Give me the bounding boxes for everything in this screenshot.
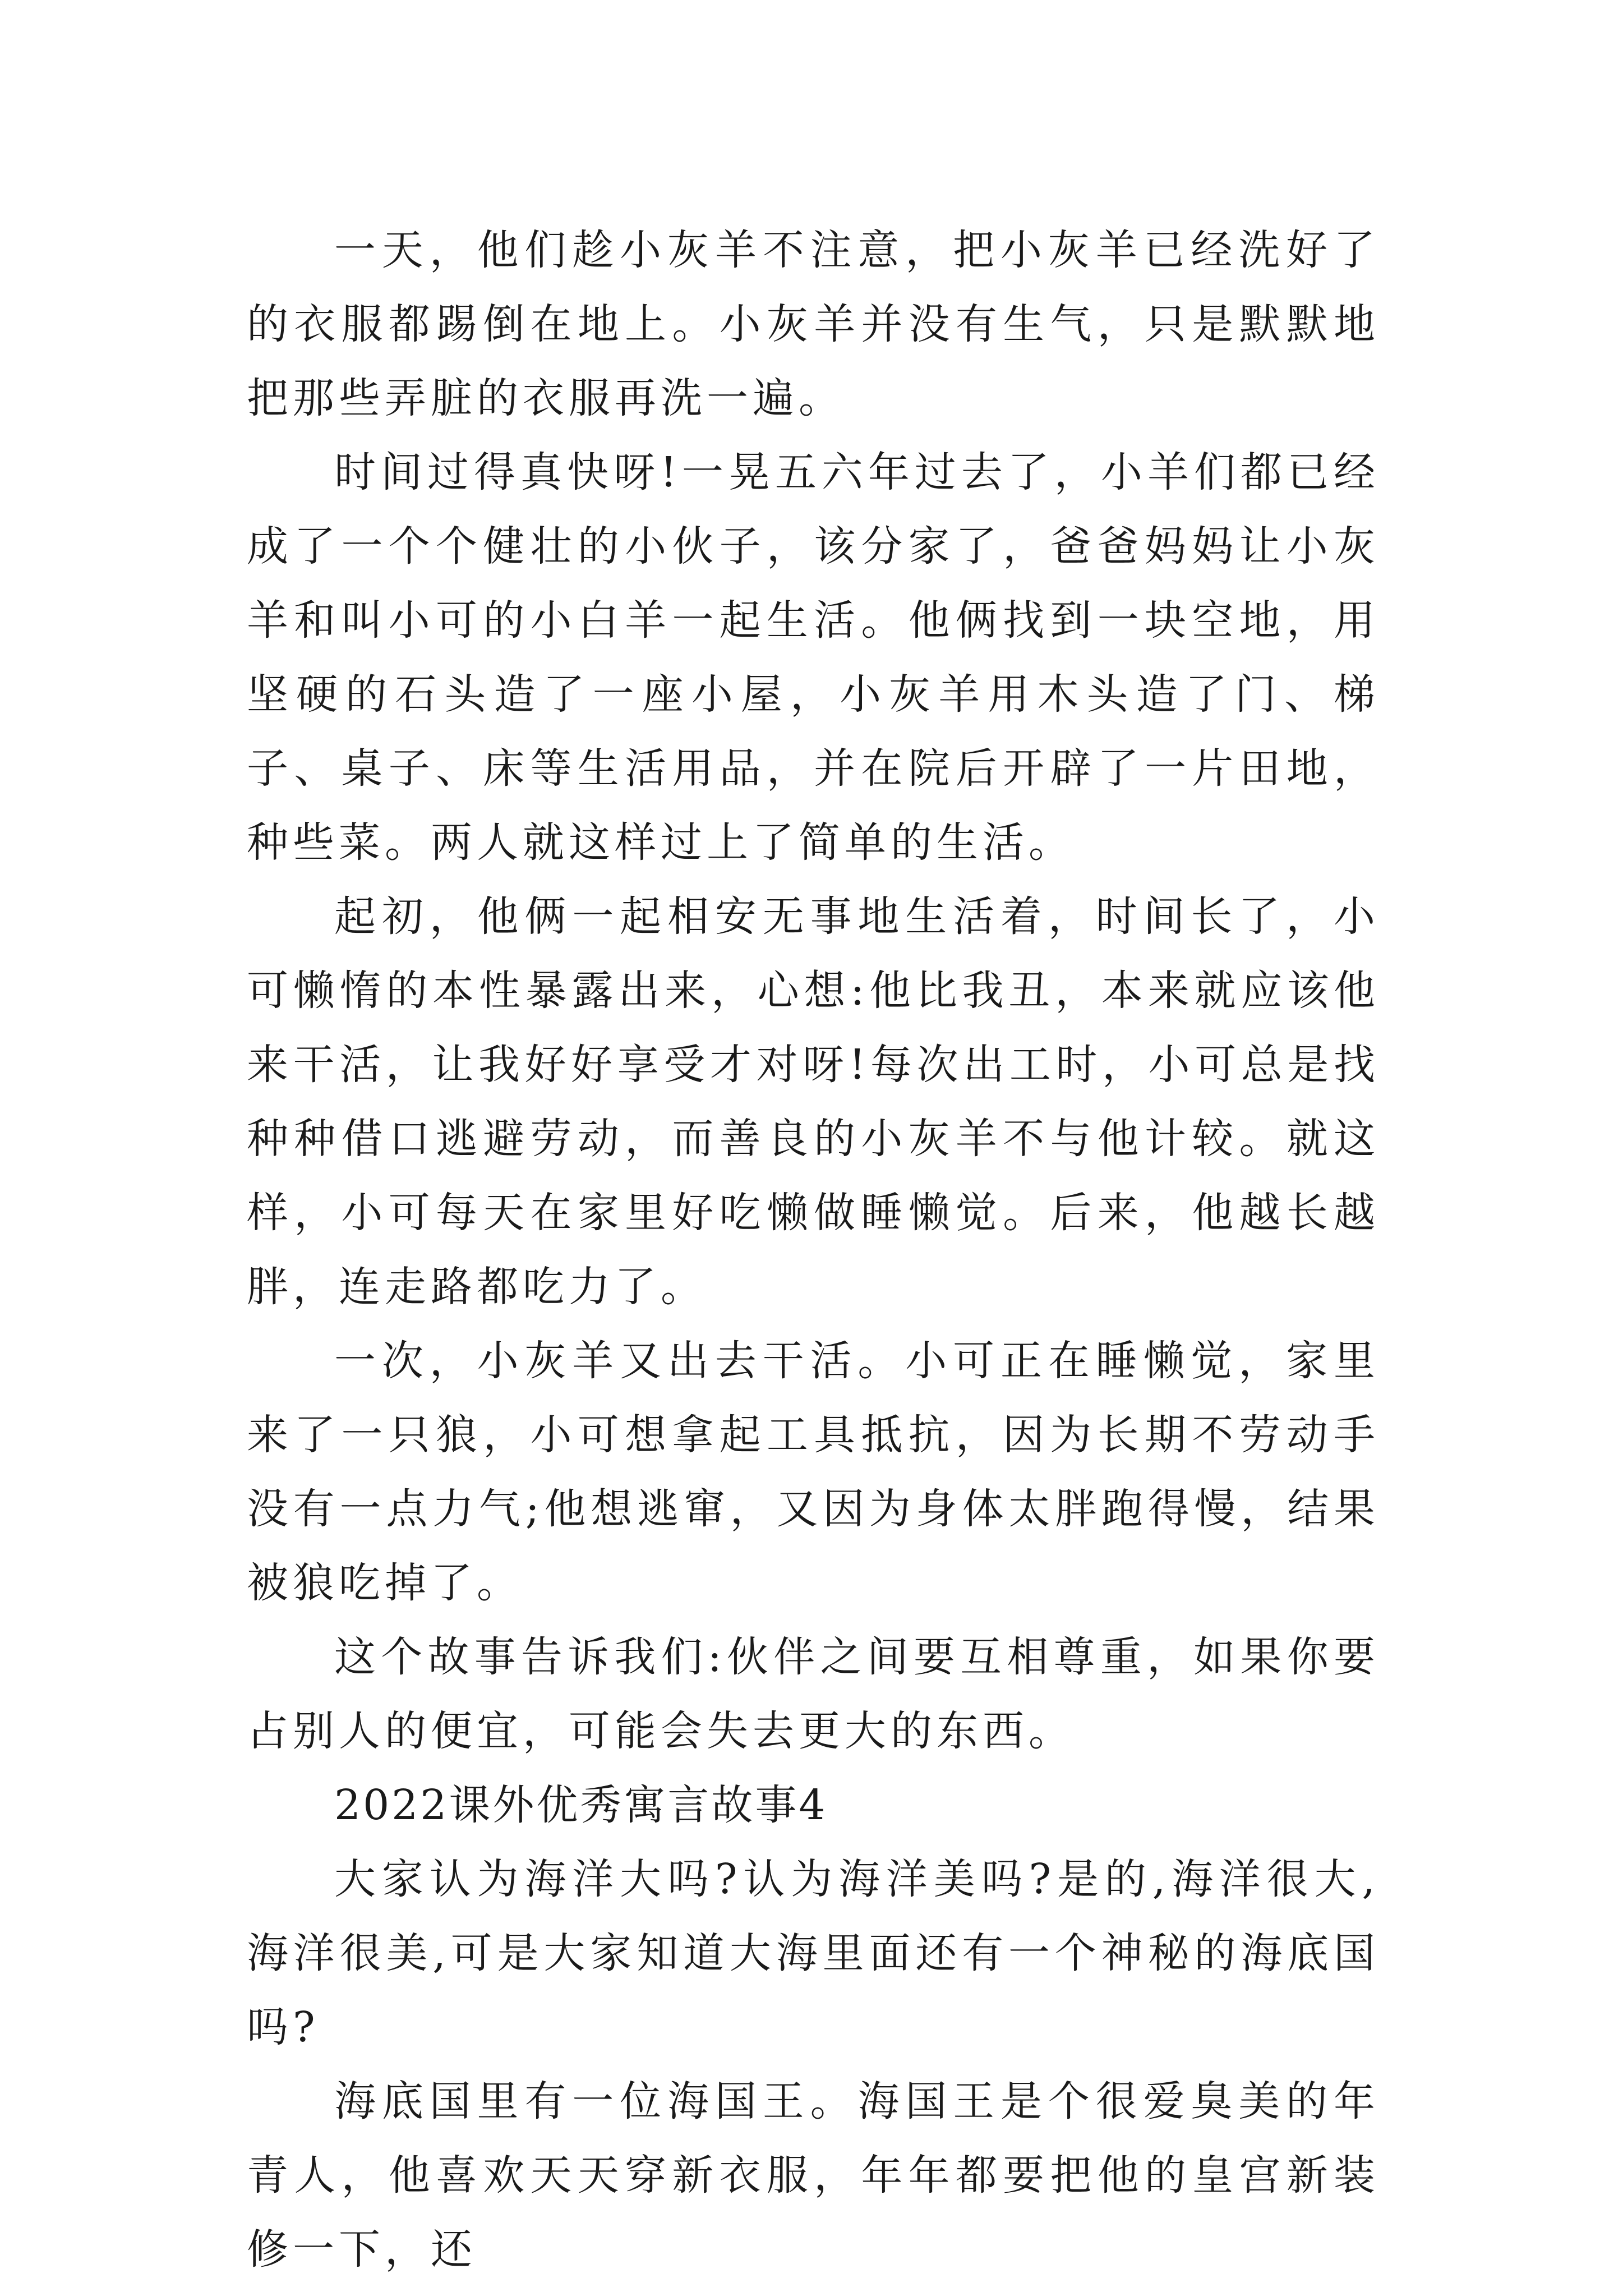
paragraph-2: 时间过得真快呀!一晃五六年过去了，小羊们都已经成了一个个健壮的小伙子，该分家了，爸爸妈妈让小灰羊和叫小可的小白羊一起生活。他俩找到一块空地，用坚硬的石头造了一座小屋，小灰羊用木头造了门、梯子、桌子、床等生活用品，并在院后开辟了一片田地，种些菜。两人就这样过上了简单的生活。 — [247, 448, 1380, 867]
section-heading: 2022课外优秀寓言故事4 — [334, 1781, 828, 1829]
paragraph-1: 一天，他们趁小灰羊不注意，把小灰羊已经洗好了的衣服都踢倒在地上。小灰羊并没有生气，只是默默地把那些弄脏的衣服再洗一遍。 — [247, 226, 1380, 422]
paragraph-5: 这个故事告诉我们:伙伴之间要互相尊重，如果你要占别人的便宜，可能会失去更大的东西。 — [247, 1633, 1380, 1755]
paragraph-4: 一次，小灰羊又出去干活。小可正在睡懒觉，家里来了一只狼，小可想拿起工具抵抗，因为长期不劳动手没有一点力气;他想逃窜，又因为身体太胖跑得慢，结果被狼吃掉了。 — [247, 1337, 1380, 1607]
document-body — [247, 213, 1380, 2286]
paragraph-3: 起初，他俩一起相安无事地生活着，时间长了，小可懒惰的本性暴露出来，心想:他比我丑，本来就应该他来干活，让我好好享受才对呀!每次出工时，小可总是找种种借口逃避劳动，而善良的小灰羊不与他计较。就这样，小可每天在家里好吃懒做睡懒觉。后来，他越长越胖，连走路都吃力了。 — [247, 892, 1380, 1311]
paragraph-7: 海底国里有一位海国王。海国王是个很爱臭美的年青人，他喜欢天天穿新衣服，年年都要把他的皇宫新装修一下，还 — [247, 2077, 1380, 2274]
paragraph-6: 大家认为海洋大吗?认为海洋美吗?是的,海洋很大,海洋很美,可是大家知道大海里面还有一个神秘的海底国吗? — [247, 1855, 1380, 2051]
